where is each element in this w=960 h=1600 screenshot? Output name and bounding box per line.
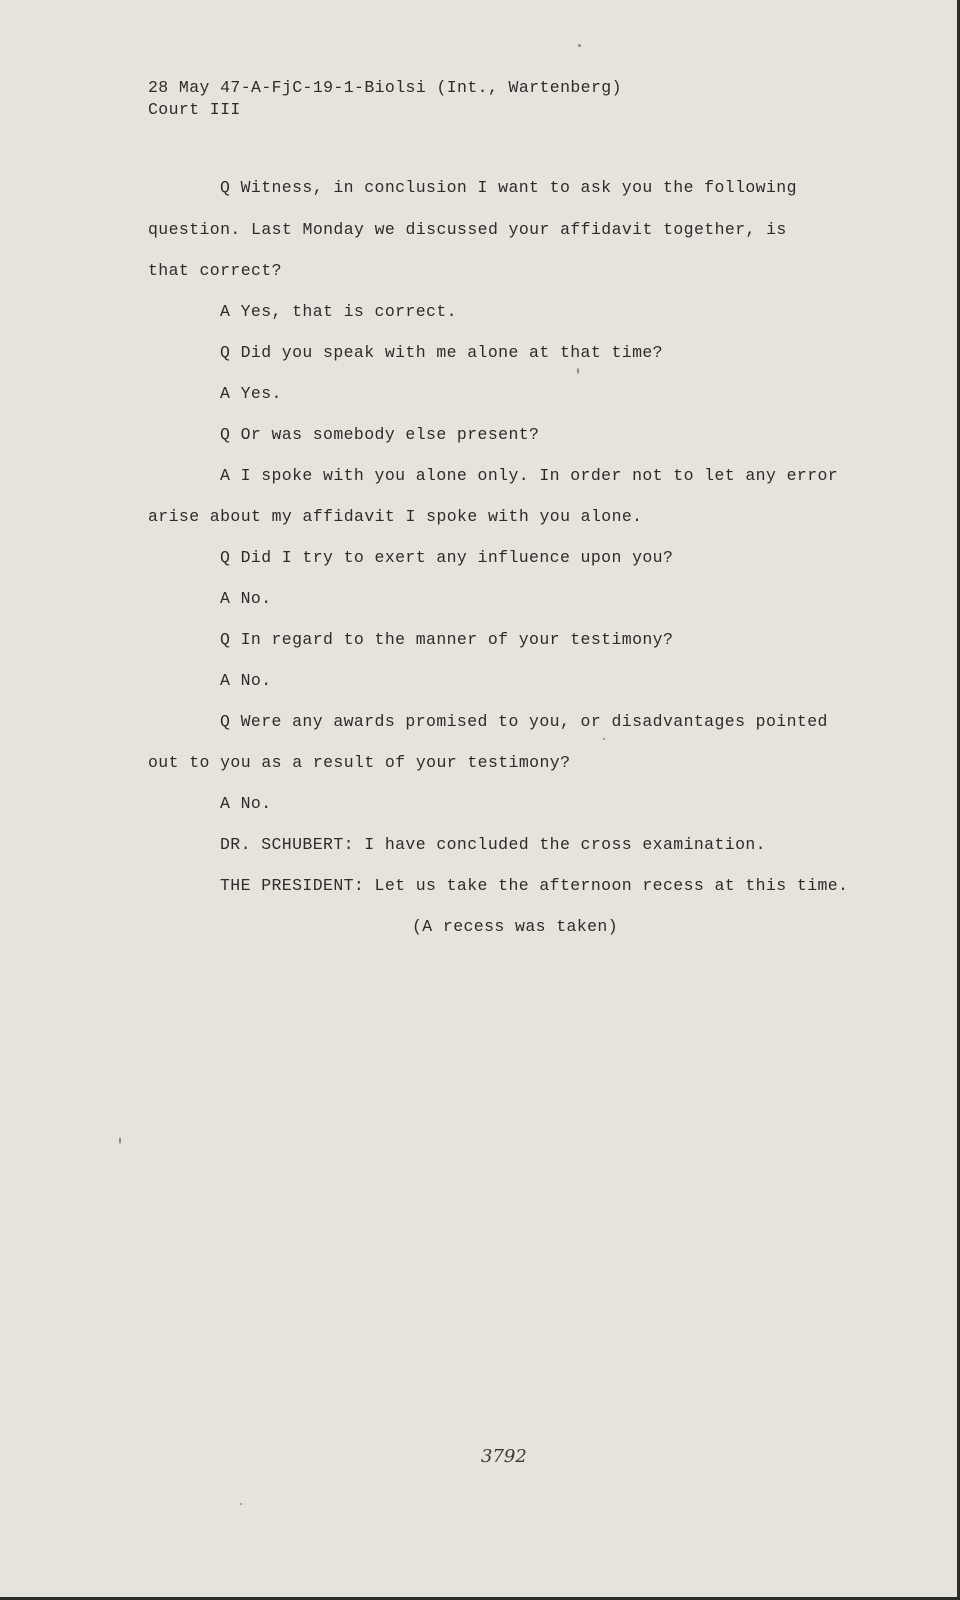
transcript-line: out to you as a result of your testimony? [148, 753, 571, 772]
transcript-line: arise about my affidavit I spoke with you alone. [148, 507, 643, 526]
transcript-line: A Yes, that is correct. [220, 302, 457, 321]
transcript-line: A No. [220, 794, 272, 813]
page-number: 3792 [481, 1446, 527, 1467]
transcript-line: A No. [220, 671, 272, 690]
transcript-line: Q Were any awards promised to you, or disadvantages pointed [220, 712, 828, 731]
transcript-line: A Yes. [220, 384, 282, 403]
transcript-line: question. Last Monday we discussed your affidavit together, is [148, 220, 787, 239]
header-court-line: Court III [148, 100, 241, 119]
paper-speck [240, 1503, 242, 1505]
paper-speck [119, 1137, 121, 1144]
transcript-line: that correct? [148, 261, 282, 280]
transcript-line: Q Did you speak with me alone at that time? [220, 343, 663, 362]
transcript-line: Q Did I try to exert any influence upon you? [220, 548, 674, 567]
transcript-line: THE PRESIDENT: Let us take the afternoon recess at this time. [220, 876, 849, 895]
transcript-line: DR. SCHUBERT: I have concluded the cross examination. [220, 835, 766, 854]
transcript-line: Q Or was somebody else present? [220, 425, 540, 444]
transcript-line: Q Witness, in conclusion I want to ask you the following [220, 178, 797, 197]
transcript-line: (A recess was taken) [412, 917, 619, 936]
paper-speck [603, 738, 605, 740]
paper-speck [578, 44, 581, 47]
transcript-line: A No. [220, 589, 272, 608]
transcript-line: Q In regard to the manner of your testimony? [220, 630, 674, 649]
transcript-line: A I spoke with you alone only. In order not to let any error [220, 466, 839, 485]
header-case-line: 28 May 47-A-FjC-19-1-Biolsi (Int., Wartenberg) [148, 78, 622, 97]
paper-speck [577, 368, 579, 374]
